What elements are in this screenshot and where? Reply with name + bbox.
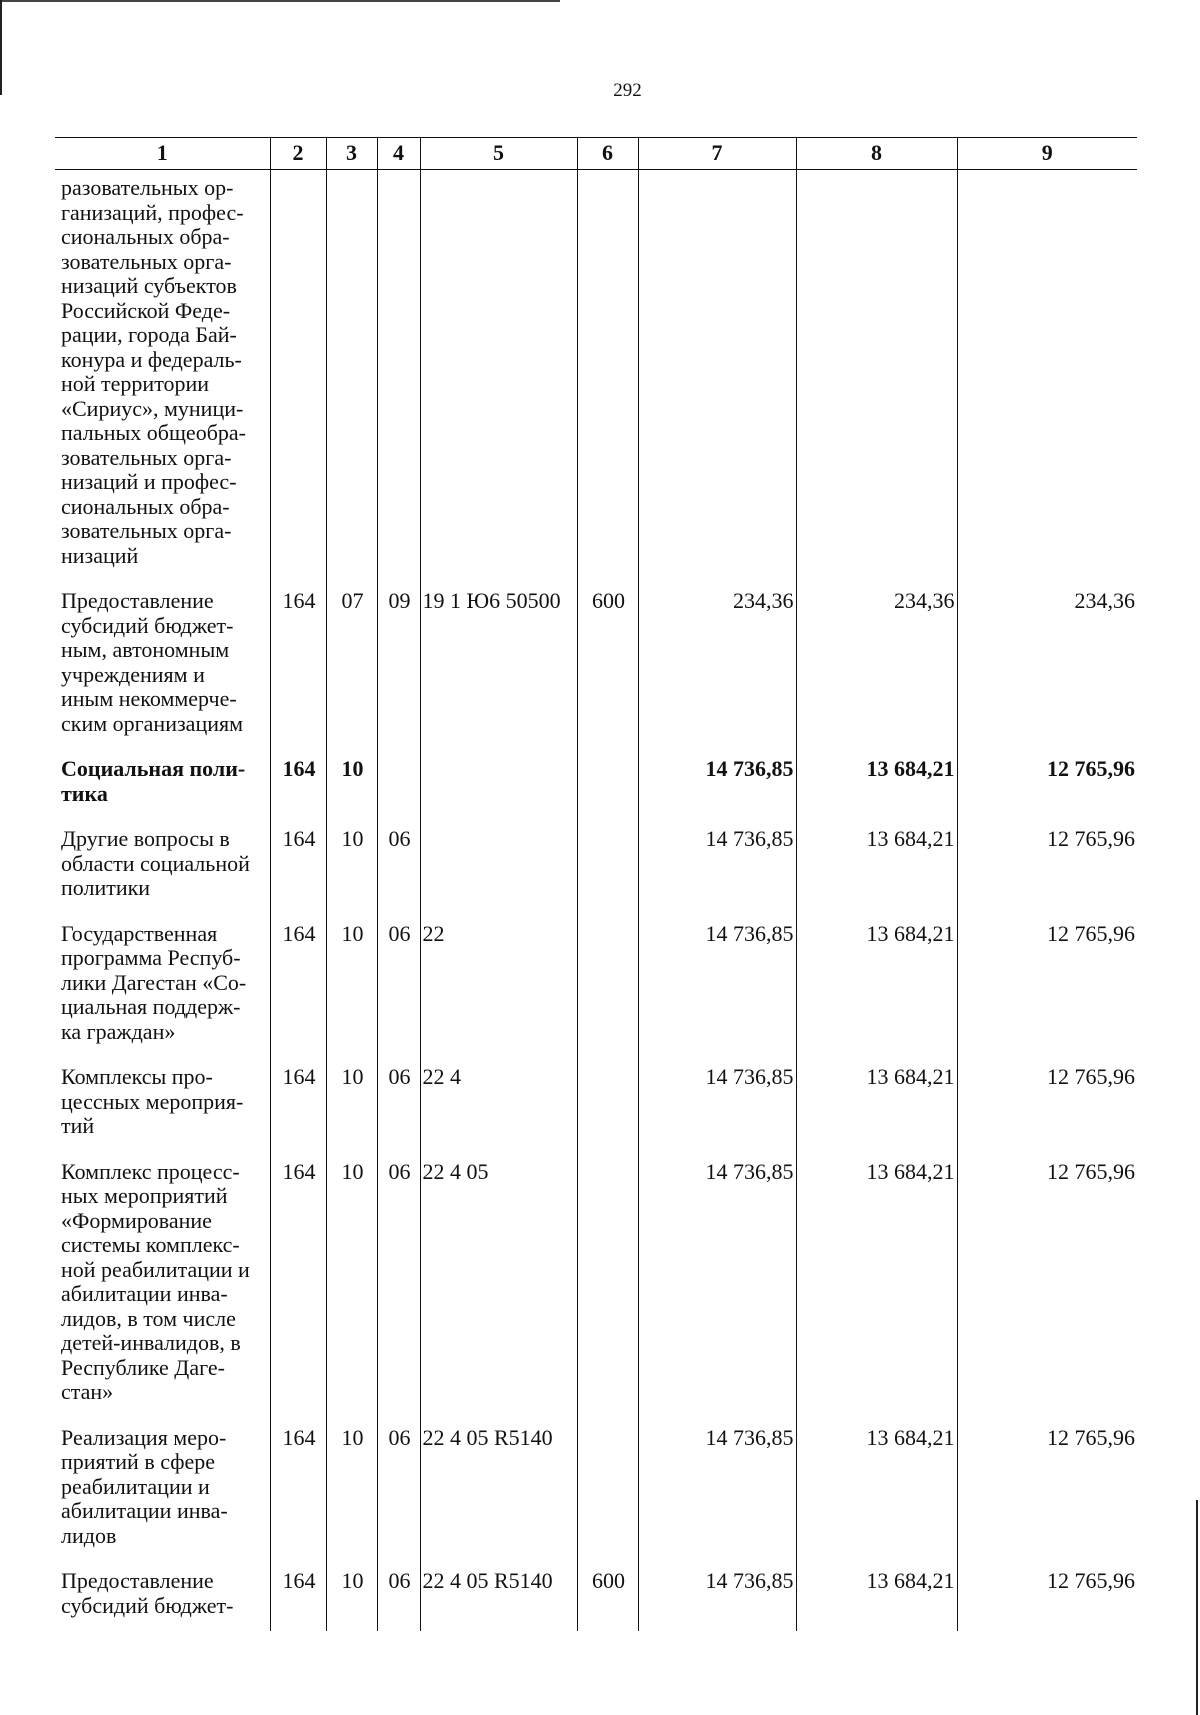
cell-amount-year-2: 13 684,21 <box>796 749 957 819</box>
cell-subsection: 06 <box>377 1561 420 1631</box>
cell-subsection: 06 <box>377 1418 420 1562</box>
cell-ministry-code: 164 <box>270 1152 326 1418</box>
cell-amount-year-2 <box>796 170 957 582</box>
cell-subsection: 09 <box>377 581 420 749</box>
cell-name: Комплекс процесс- ных мероприятий «Формирование системы комплекс- ной реабилитации и абилитации инва- лидов, в том числе детей-инвалидов, в Республике Даге- стан» <box>61 1158 250 1404</box>
cell-name: разовательных ор- ганизаций, профес- сиональных обра- зовательных орга- низаций субъектов Российской Феде- рации, города Бай- конура и федераль- ной территории «Сириус», муници- пальных общеобра- зовательных орга- низаций и профес- сиональных обра- зовательных орга- низаций <box>61 175 246 568</box>
table-row <box>55 1561 1137 1631</box>
cell-section: 10 <box>326 914 377 1058</box>
table-row <box>55 749 1137 819</box>
cell-expense-type <box>577 1152 638 1418</box>
cell-amount-year-2: 13 684,21 <box>796 914 957 1058</box>
cell-subsection: 06 <box>377 1152 420 1418</box>
cell-amount-year-2: 234,36 <box>796 581 957 749</box>
cell-expense-type <box>577 749 638 819</box>
cell-ministry-code: 164 <box>270 581 326 749</box>
cell-amount-year-3: 12 765,96 <box>957 1152 1137 1418</box>
cell-section: 07 <box>326 581 377 749</box>
cell-target-article <box>420 170 577 582</box>
table-row <box>55 1057 1137 1152</box>
cell-amount-year-2: 13 684,21 <box>796 1418 957 1562</box>
cell-expense-type <box>577 1418 638 1562</box>
cell-amount-year-3: 12 765,96 <box>957 819 1137 914</box>
cell-subsection: 06 <box>377 914 420 1058</box>
cell-target-article: 19 1 Ю6 50500 <box>420 581 577 749</box>
cell-amount-year-3: 12 765,96 <box>957 1057 1137 1152</box>
cell-target-article <box>420 819 577 914</box>
table-row <box>55 914 1137 1058</box>
cell-section: 10 <box>326 1561 377 1631</box>
table-row <box>55 170 1137 582</box>
table-row <box>55 581 1137 749</box>
cell-amount-year-2: 13 684,21 <box>796 1561 957 1631</box>
header-col-7: 7 <box>638 138 796 170</box>
cell-ministry-code: 164 <box>270 819 326 914</box>
table-header <box>55 138 1137 170</box>
cell-expense-type <box>577 819 638 914</box>
cell-ministry-code: 164 <box>270 1418 326 1562</box>
cell-ministry-code: 164 <box>270 914 326 1058</box>
cell-expense-type <box>577 1057 638 1152</box>
page-number: 292 <box>613 80 642 101</box>
cell-amount-year-2: 13 684,21 <box>796 1057 957 1152</box>
cell-section <box>326 170 377 582</box>
cell-amount-year-1: 14 736,85 <box>638 1418 796 1562</box>
cell-section: 10 <box>326 1418 377 1562</box>
cell-section: 10 <box>326 1152 377 1418</box>
cell-subsection: 06 <box>377 819 420 914</box>
cell-section: 10 <box>326 819 377 914</box>
cell-target-article <box>420 749 577 819</box>
cell-name: Реализация меро- приятий в сфере реабилитации и абилитации инва- лидов <box>61 1424 228 1548</box>
cell-amount-year-1: 14 736,85 <box>638 1057 796 1152</box>
header-col-1: 1 <box>55 138 270 170</box>
cell-target-article: 22 4 05 R5140 <box>420 1561 577 1631</box>
header-col-3: 3 <box>326 138 377 170</box>
cell-ministry-code: 164 <box>270 1057 326 1152</box>
cell-subsection <box>377 749 420 819</box>
cell-target-article: 22 4 05 R5140 <box>420 1418 577 1562</box>
cell-expense-type <box>577 914 638 1058</box>
cell-name: Государственная программа Респуб- лики Дагестан «Со- циальная поддерж- ка граждан» <box>61 920 247 1044</box>
cell-amount-year-1 <box>638 170 796 582</box>
cell-subsection <box>377 170 420 582</box>
cell-expense-type: 600 <box>577 581 638 749</box>
cell-name: Предоставление субсидий бюджет- ным, автономным учреждениям и иным некоммерче- ским организациям <box>61 588 244 736</box>
cell-amount-year-1: 14 736,85 <box>638 749 796 819</box>
cell-target-article: 22 4 05 <box>420 1152 577 1418</box>
cell-expense-type <box>577 170 638 582</box>
cell-amount-year-3: 12 765,96 <box>957 1418 1137 1562</box>
table-body <box>55 170 1137 1632</box>
header-col-8: 8 <box>796 138 957 170</box>
cell-target-article: 22 4 <box>420 1057 577 1152</box>
cell-section: 10 <box>326 749 377 819</box>
cell-ministry-code <box>270 170 326 582</box>
cell-amount-year-1: 14 736,85 <box>638 914 796 1058</box>
cell-subsection: 06 <box>377 1057 420 1152</box>
header-col-5: 5 <box>420 138 577 170</box>
cell-name: Комплексы про- цессных мероприя- тий <box>61 1064 244 1138</box>
cell-name: Предоставление субсидий бюджет- <box>61 1568 234 1618</box>
cell-expense-type: 600 <box>577 1561 638 1631</box>
table-row <box>55 1152 1137 1418</box>
header-col-4: 4 <box>377 138 420 170</box>
cell-amount-year-2: 13 684,21 <box>796 819 957 914</box>
cell-amount-year-1: 14 736,85 <box>638 1152 796 1418</box>
scan-edge-right <box>1196 1500 1198 1715</box>
scan-edge-top <box>0 0 560 2</box>
cell-name: Социальная поли- тика <box>61 756 246 806</box>
cell-amount-year-3: 12 765,96 <box>957 749 1137 819</box>
header-row <box>55 138 1137 170</box>
cell-amount-year-1: 14 736,85 <box>638 819 796 914</box>
cell-amount-year-3: 12 765,96 <box>957 1561 1137 1631</box>
header-col-2: 2 <box>270 138 326 170</box>
cell-amount-year-1: 14 736,85 <box>638 1561 796 1631</box>
cell-amount-year-3: 12 765,96 <box>957 914 1137 1058</box>
table-row <box>55 819 1137 914</box>
table-row <box>55 1418 1137 1562</box>
cell-amount-year-1: 234,36 <box>638 581 796 749</box>
budget-table <box>55 137 1137 1631</box>
cell-name: Другие вопросы в области социальной политики <box>61 826 250 900</box>
cell-ministry-code: 164 <box>270 1561 326 1631</box>
cell-amount-year-3: 234,36 <box>957 581 1137 749</box>
cell-amount-year-2: 13 684,21 <box>796 1152 957 1418</box>
cell-section: 10 <box>326 1057 377 1152</box>
cell-amount-year-3 <box>957 170 1137 582</box>
cell-target-article: 22 <box>420 914 577 1058</box>
header-col-9: 9 <box>957 138 1137 170</box>
cell-ministry-code: 164 <box>270 749 326 819</box>
header-col-6: 6 <box>577 138 638 170</box>
